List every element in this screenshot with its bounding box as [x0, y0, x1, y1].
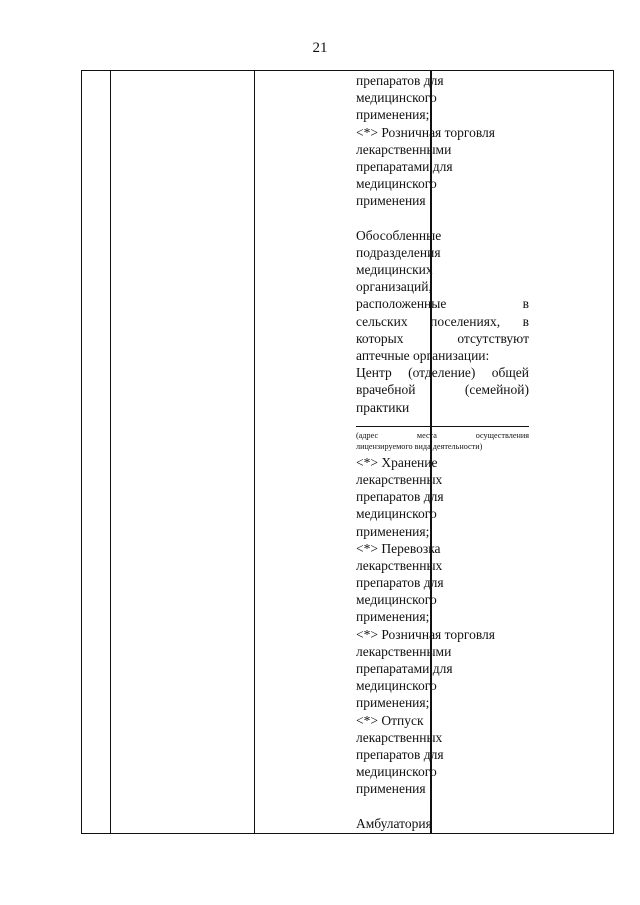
- activity-cell: [356, 72, 529, 832]
- text-line: <*> Хранение: [356, 454, 438, 470]
- word: общей: [491, 365, 529, 381]
- text-line: медицинского: [356, 764, 437, 780]
- text-line: применения: [356, 781, 426, 797]
- text-line: препаратами для: [356, 661, 453, 676]
- justified-line: [356, 381, 529, 398]
- block-activities: [356, 454, 529, 798]
- page-number: 21: [312, 40, 328, 56]
- text-line: практики: [356, 399, 410, 415]
- text-line: препаратами для: [356, 158, 453, 174]
- text-line: аптечные организации:: [356, 348, 490, 363]
- word: сельских: [356, 313, 408, 329]
- text-line: организаций,: [356, 279, 432, 295]
- address-caption: [356, 430, 529, 452]
- text-line: применения;: [356, 609, 430, 625]
- text-line: Обособленные: [356, 227, 442, 243]
- text-line: медицинского: [356, 506, 437, 522]
- text-line: <*> Перевозка: [356, 540, 441, 556]
- word: отсутствуют: [457, 330, 529, 346]
- text-line: препаратов для: [356, 73, 444, 88]
- word: расположенные: [356, 296, 447, 312]
- justified-line: [356, 330, 529, 347]
- justified-line: [356, 364, 529, 381]
- text-line: <*> Розничная торговля: [356, 124, 495, 140]
- text-line: <*> Отпуск: [356, 712, 424, 728]
- text-line: медицинского: [356, 592, 437, 608]
- text-line: применения: [356, 193, 426, 209]
- justified-line: [356, 295, 529, 312]
- justified-line: [356, 313, 529, 330]
- word: осуществления: [475, 430, 529, 440]
- word: в: [522, 313, 529, 329]
- text-line: применения;: [356, 107, 430, 123]
- license-table: [81, 70, 614, 834]
- column-divider: [110, 71, 111, 833]
- word: (семейной): [464, 382, 529, 398]
- section-heading: Амбулатория: [356, 815, 432, 831]
- word: места: [416, 430, 437, 440]
- column-divider: [254, 71, 255, 833]
- text-line: препаратов для: [356, 575, 444, 591]
- address-blank-line: [356, 426, 529, 427]
- text-line: лекарственными: [356, 643, 452, 659]
- text-line: лекарственных: [356, 729, 443, 745]
- text-line: <*> Розничная торговля: [356, 626, 495, 642]
- word: (адрес: [356, 430, 379, 440]
- block-retail-trade: [356, 72, 529, 210]
- text-line: лекарственными: [356, 141, 452, 157]
- text-line: применения;: [356, 695, 430, 711]
- word: в: [522, 296, 529, 312]
- word: поселениях,: [430, 313, 501, 329]
- text-line: медицинских: [356, 262, 433, 278]
- text-line: применения;: [356, 523, 430, 539]
- text-line: медицинского: [356, 90, 437, 106]
- word: врачебной: [356, 382, 416, 398]
- text-line: препаратов для: [356, 746, 444, 762]
- word: Центр: [356, 365, 392, 381]
- text-line: медицинского: [356, 678, 437, 694]
- block-subdivisions: [356, 227, 529, 416]
- text-line: лекарственных: [356, 557, 443, 573]
- text-line: препаратов для: [356, 489, 444, 505]
- text-line: лекарственных: [356, 471, 443, 487]
- text-line: подразделения: [356, 244, 441, 260]
- text-line: медицинского: [356, 176, 437, 192]
- word: (отделение): [408, 365, 476, 381]
- caption-line: лицензируемого вида деятельности): [356, 441, 483, 451]
- word: которых: [356, 330, 404, 346]
